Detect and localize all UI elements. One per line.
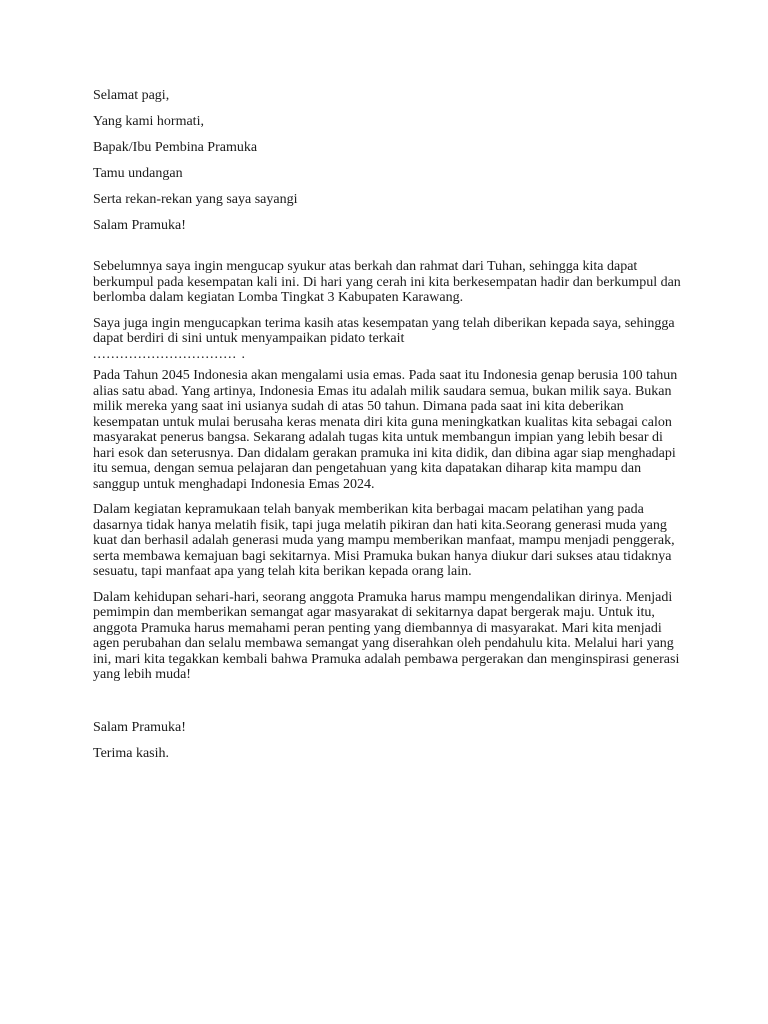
greeting-block xyxy=(93,87,683,234)
body-paragraph: Sebelumnya saya ingin mengucap syukur atas berkah dan rahmat dari Tuhan, sehingga kita dapat berkumpul pada kesempatan kali ini. Di hari yang cerah ini kita berkesempatan hadir dan berkumpul dan berlomba dalam kegiatan Lomba Tingkat 3 Kabupaten Karawang. xyxy=(93,259,681,305)
body-paragraph: Dalam kegiatan kepramukaan telah banyak memberikan kita berbagai macam pelatihan yang pada dasarnya tidak hanya melatih fisik, tapi juga melatih pikiran dan hati kita.Seorang generasi muda yang kuat dan berhasil adalah generasi muda yang mampu memberikan manfaat, mampu menjadi penggerak, serta membawa kemajuan bagi sekitarnya. Misi Pramuka bukan hanya diukur dari sukses atau tidaknya sesuatu, tapi manfaat apa yang telah kita berikan kepada orang lain. xyxy=(93,502,675,579)
closing-line: Terima kasih. xyxy=(93,745,169,761)
greeting-line: Salam Pramuka! xyxy=(93,218,186,233)
greeting-line: Bapak/Ibu Pembina Pramuka xyxy=(93,140,258,155)
body-paragraph-text: Saya juga ingin mengucapkan terima kasih atas kesempatan yang telah diberikan kepada saya, sehingga dapat berdiri di sini untuk menyampaikan pidato terkait xyxy=(93,315,675,346)
greeting-line: Yang kami hormati, xyxy=(93,114,204,129)
closing-block xyxy=(93,719,683,762)
speech-document xyxy=(93,87,683,771)
dotted-placeholder: ................................ . xyxy=(93,346,246,362)
spacer xyxy=(93,693,683,719)
spacer xyxy=(93,243,683,259)
body-paragraph: Pada Tahun 2045 Indonesia akan mengalami usia emas. Pada saat itu Indonesia genap berusia 100 tahun alias satu abad. Yang artinya, Indonesia Emas itu adalah milik saudara semua, bukan milik saya. Bukan milik mereka yang saat ini usianya sudah di atas 50 tahun. Dimana pada saat ini kita deberikan kesempatan untuk mulai berusaha keras menata diri kita guna meningkatkan kualitas kita sebagai calon masyarakat penerus bangsa. Sekarang adalah tugas kita untuk membangun impian yang lebih besar di hari esok dan seterusnya. Dan didalam gerakan pramuka ini kita didik, dan dibina agar siap menghadapi itu semua, dengan semua pelajaran dan pengetahuan yang kita dapatakan diharap kita mampu dan sanggup untuk menghadapi Indonesia Emas 2024. xyxy=(93,368,678,492)
greeting-line: Selamat pagi, xyxy=(93,88,170,103)
body-paragraph xyxy=(93,316,683,363)
greeting-line: Serta rekan-rekan yang saya sayangi xyxy=(93,192,298,207)
body-block xyxy=(93,259,683,683)
closing-line: Salam Pramuka! xyxy=(93,719,186,735)
greeting-line: Tamu undangan xyxy=(93,166,183,181)
body-paragraph: Dalam kehidupan sehari-hari, seorang anggota Pramuka harus mampu mengendalikan dirinya. Menjadi pemimpin dan memberikan semangat agar masyarakat di sekitarnya dapat bergerak maju. Untuk itu, anggota Pramuka harus memahami peran penting yang diembannya di masyarakat. Mari kita menjadi agen perubahan dan selalu membawa semangat yang diserahkan oleh pendahulu kita. Melalui hari yang ini, mari kita tegakkan kembali bahwa Pramuka adalah pembawa pergerakan dan menginspirasi generasi yang lebih muda! xyxy=(93,589,680,682)
